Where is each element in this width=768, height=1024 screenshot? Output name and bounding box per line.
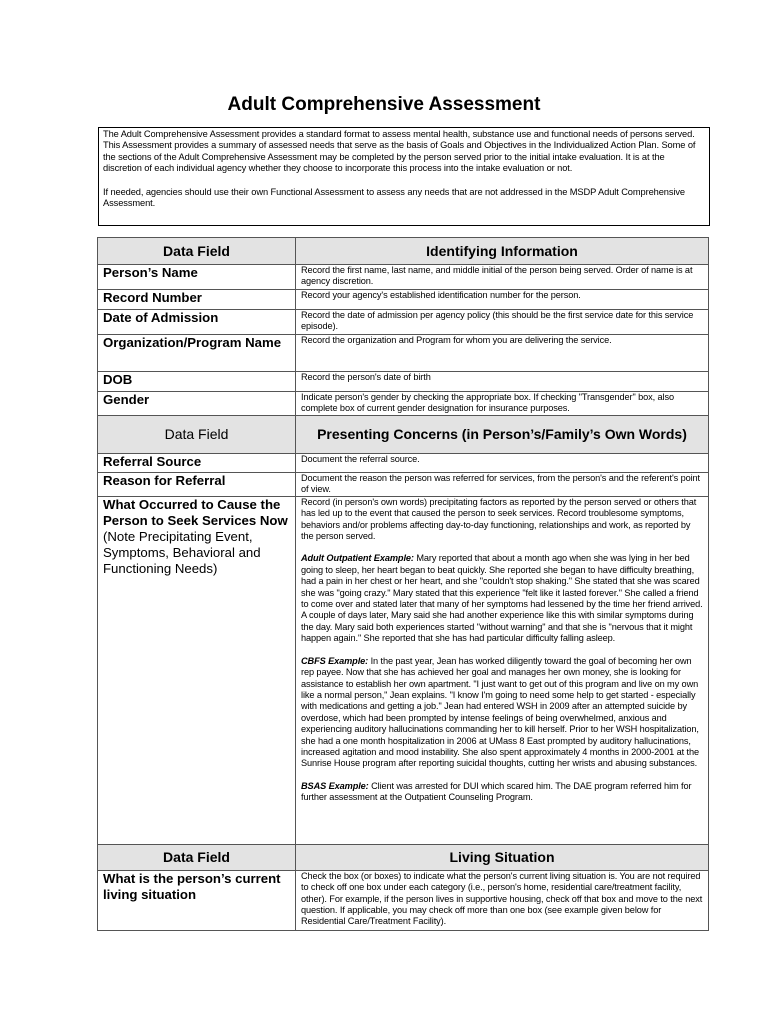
table-row (98, 335, 709, 372)
table-row (98, 496, 709, 844)
table-row (98, 265, 709, 290)
field-record-number: Record Number (98, 290, 296, 310)
adult-example-label: Adult Outpatient Example: (301, 553, 414, 564)
header-data-field: Data Field (98, 415, 296, 453)
cbfs-example (301, 656, 703, 770)
what-occurred-note: (Note Precipitating Event, Symptoms, Behavioral and Functioning Needs) (103, 528, 261, 576)
field-referral-source: Referral Source (98, 453, 296, 472)
field-dob: DOB (98, 372, 296, 392)
desc-gender: Indicate person's gender by checking the appropriate box. If checking "Transgender" box, also complete box of current gender designation for insurance purposes. (296, 392, 709, 416)
intro-box (98, 127, 710, 226)
section-header-presenting (98, 415, 709, 453)
bsas-example-label: BSAS Example: (301, 780, 369, 791)
table-row (98, 472, 709, 496)
desc-referral-source: Document the referral source. (296, 453, 709, 472)
table-row (98, 372, 709, 392)
desc-reason-for-referral: Document the reason the person was referred for services, from the person's and the referent's point of view. (296, 472, 709, 496)
document-title: Adult Comprehensive Assessment (227, 94, 541, 115)
desc-dob: Record the person's date of birth (296, 372, 709, 392)
what-occurred-label: What Occurred to Cause the Person to Seek Services Now (103, 496, 288, 528)
field-what-occurred (98, 496, 296, 844)
table-row (98, 392, 709, 416)
desc-organization-program-name: Record the organization and Program for whom you are delivering the service. (296, 335, 709, 372)
intro-paragraph-2: If needed, agencies should use their own Functional Assessment to assess any needs that are not addressed in the MSDP Adult Comprehensive Assessment. (103, 186, 686, 209)
bsas-example-text: Client was arrested for DUI which scared him. The DAE program referred him for further assessment at the Outpatient Counseling Program. (301, 780, 692, 803)
field-organization-program-name: Organization/Program Name (98, 335, 296, 372)
what-occurred-instructions: Record (in person's own words) precipitating factors as reported by the person served or others that has led up to the event that caused the person to seek services. Record troublesome symptoms, behaviors and/or problems affecting day-to-day functioning, relationships and work, as reported by the person served. (301, 496, 697, 542)
header-living-situation: Living Situation (296, 844, 709, 870)
adult-outpatient-example (301, 553, 703, 644)
header-identifying-information: Identifying Information (296, 238, 709, 265)
desc-record-number: Record your agency's established identification number for the person. (296, 290, 709, 310)
cbfs-example-label: CBFS Example: (301, 655, 369, 666)
desc-what-occurred (296, 496, 709, 844)
desc-current-living-situation: Check the box (or boxes) to indicate what the person's current living situation is. You are not required to check off one box under each category (i.e., person's home, residential care/treatment facility, other). For example, if the person lives in supportive housing, check off that box and move to the next question. If applicable, you may check off more than one box (see example given below for Residential Care/Treatment Facility). (296, 870, 709, 930)
table-row (98, 870, 709, 930)
intro-paragraph-1: The Adult Comprehensive Assessment provides a standard format to assess mental health, substance use and functional needs of persons served. This Assessment provides a summary of assessed needs that serve as the basis of Goals and Objectives in the Individualized Action Plan. Some of the sections of the Adult Comprehensive Assessment may be completed by the person served prior to the initial intake evaluation. It is at the discretion of each individual agency whether they choose to incorporate this process into the intake evaluation or not. (103, 129, 696, 174)
adult-example-text: Mary reported that about a month ago when she was lying in her bed going to sleep, her heart began to beat quickly. She reported she began to have difficulty breathing, had a pain in her chest or her heart, and she "couldn't stop shaking." She stated that she was scared she was "going crazy." Mary stated that this experience "felt like it lasted forever." She called a friend to come over and stated later that many of her symptoms had lessened by the time her friend arrived. A couple of days later, Mary said she had another experience like this with similar symptoms during the day. Mary said both experiences started "without warning" and that she is "nervous that it might happen again." She reported that she has had particular difficulty falling asleep. (301, 553, 703, 644)
table-row (98, 453, 709, 472)
header-data-field: Data Field (98, 238, 296, 265)
header-data-field: Data Field (98, 844, 296, 870)
field-reason-for-referral: Reason for Referral (98, 472, 296, 496)
table-row (98, 310, 709, 335)
field-date-of-admission: Date of Admission (98, 310, 296, 335)
field-persons-name: Person’s Name (98, 265, 296, 290)
field-current-living-situation: What is the person’s current living situation (98, 870, 296, 930)
table-row (98, 290, 709, 310)
header-presenting-concerns: Presenting Concerns (in Person’s/Family’s Own Words) (296, 415, 709, 453)
cbfs-example-text: In the past year, Jean has worked diligently toward the goal of becoming her own rep payee. Now that she has achieved her goal and manages her own money, she is looking for assistance to establish her own apartment. "I just want to get out of this program and live on my own like a normal person," Jean explains. "I know I'm going to need some help to get started - especially with medications and getting a job." Jean had entered WSH in 2009 after an attempted suicide by overdose, which had been prompted by intense feelings of being overwhelmed, anxious and experiencing auditory hallucinations commanding her to kill herself. Prior to her WSH hospitalization, she had a one month hospitalization in 2006 at UMass 8 East prompted by auditory hallucinations, increased agitation and mood instability. She also spent approximately 4 months in 2000-2001 at the Sunrise House program after reporting suicidal thoughts, cutting her wrists and abusing substances. (301, 655, 700, 769)
section-header-identifying (98, 238, 709, 265)
assessment-table (97, 237, 709, 931)
desc-date-of-admission: Record the date of admission per agency policy (this should be the first service date for this service episode). (296, 310, 709, 335)
desc-persons-name: Record the first name, last name, and middle initial of the person being served. Order of name is at agency discretion. (296, 265, 709, 290)
bsas-example (301, 781, 703, 804)
section-header-living (98, 844, 709, 870)
field-gender: Gender (98, 392, 296, 416)
